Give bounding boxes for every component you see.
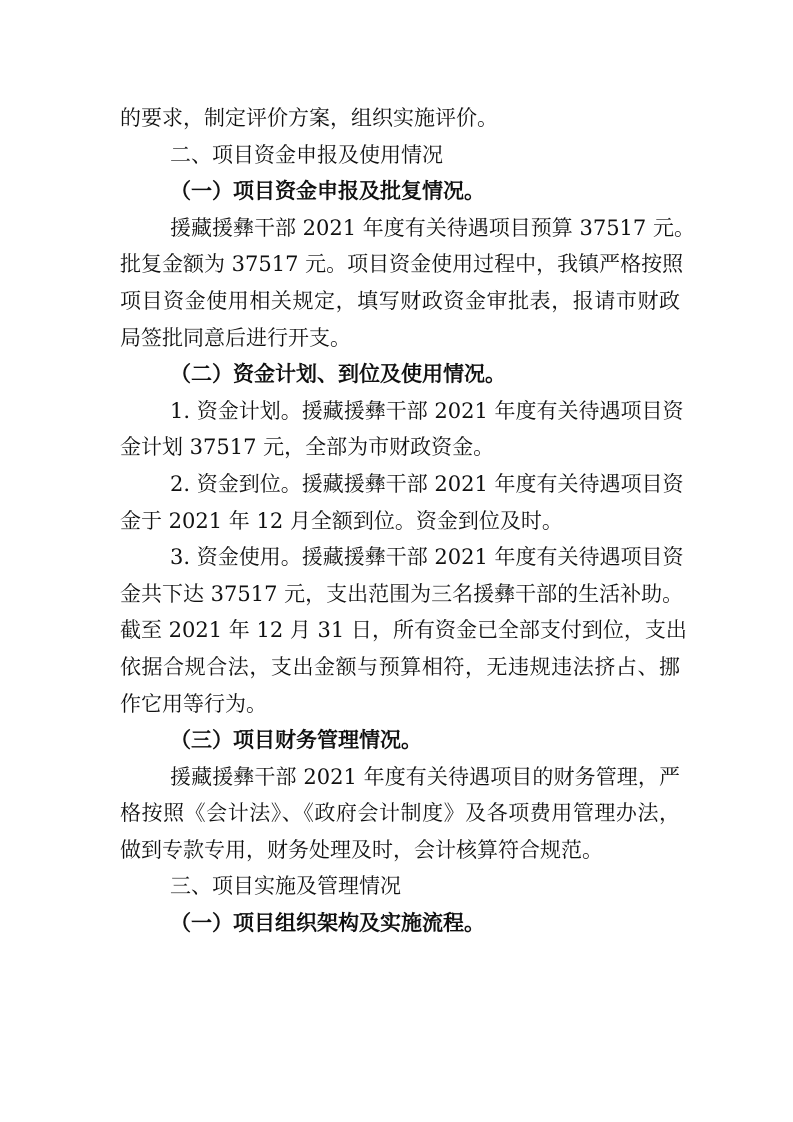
list-item-line: 截至 2021 年 12 月 31 日，所有资金已全部支付到位，支出 <box>120 618 687 643</box>
list-item-line: 作它用等行为。 <box>120 691 267 716</box>
section-heading-3: 三、项目实施及管理情况 <box>170 874 401 899</box>
section-heading-2: 二、项目资金申报及使用情况 <box>170 142 443 167</box>
list-item-line: 金于 2021 年 12 月全额到位。资金到位及时。 <box>120 508 563 533</box>
list-item-line: 依据合规合法，支出金额与预算相符，无违规违法挤占、挪 <box>120 654 680 679</box>
subsection-heading-3-1: （一）项目组织架构及实施流程。 <box>170 911 485 936</box>
list-item-line: 2. 资金到位。援藏援彝干部 2021 年度有关待遇项目资 <box>170 471 684 496</box>
subsection-heading-2-3: （三）项目财务管理情况。 <box>170 728 422 753</box>
list-item-line: 金共下达 37517 元，支出范围为三名援彝干部的生活补助。 <box>120 581 684 606</box>
paragraph-line: 批复金额为 37517 元。项目资金使用过程中，我镇严格按照 <box>120 252 684 277</box>
paragraph-line: 做到专款专用，财务处理及时，会计核算符合规范。 <box>120 837 603 862</box>
list-item-line: 金计划 37517 元，全部为市财政资金。 <box>120 435 495 460</box>
paragraph-line: 项目资金使用相关规定，填写财政资金审批表，报请市财政 <box>120 288 680 313</box>
subsection-heading-2-1: （一）项目资金申报及批复情况。 <box>170 179 485 204</box>
subsection-heading-2-2: （二）资金计划、到位及使用情况。 <box>170 362 506 387</box>
paragraph-line: 援藏援彝干部 2021 年度有关待遇项目预算 37517 元。 <box>170 215 695 240</box>
list-item-line: 3. 资金使用。援藏援彝干部 2021 年度有关待遇项目资 <box>170 545 684 570</box>
paragraph-line: 的要求，制定评价方案，组织实施评价。 <box>120 106 498 130</box>
document-page <box>120 100 695 942</box>
list-item-line: 1. 资金计划。援藏援彝干部 2021 年度有关待遇项目资 <box>170 398 684 423</box>
paragraph-line: 格按照《会计法》、《政府会计制度》及各项费用管理办法， <box>120 801 680 826</box>
paragraph-line: 援藏援彝干部 2021 年度有关待遇项目的财务管理，严 <box>170 764 680 789</box>
paragraph-line: 局签批同意后进行开支。 <box>120 325 351 350</box>
